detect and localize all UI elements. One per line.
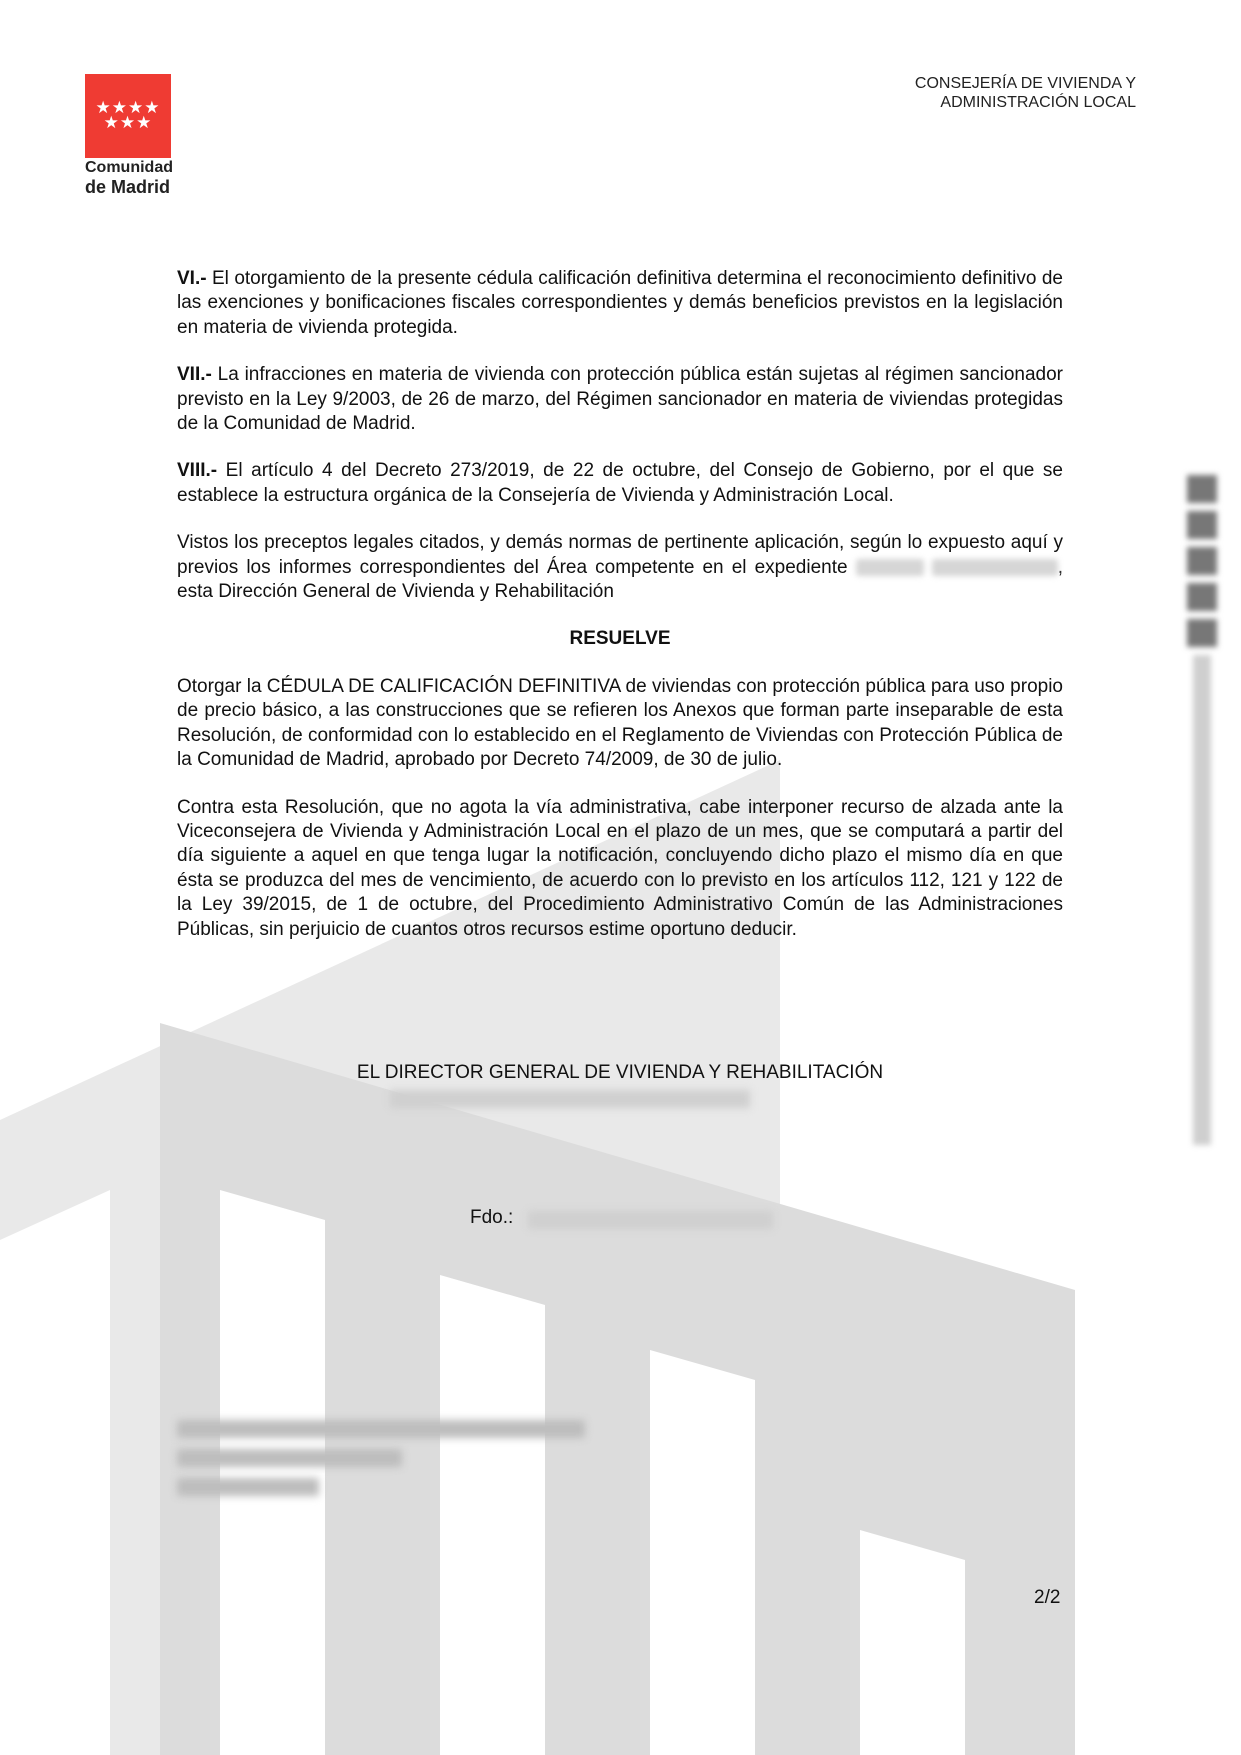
redacted-signer-name: [528, 1211, 773, 1229]
logo-text-line1: Comunidad: [85, 159, 173, 176]
logo-wordmark: [85, 158, 173, 198]
redacted-expediente-part1: [856, 559, 924, 576]
comunidad-de-madrid-logo: [85, 74, 171, 158]
resuelve-heading: RESUELVE: [569, 628, 671, 650]
page-number: 2/2: [1034, 1587, 1061, 1608]
department-header: [915, 74, 1136, 112]
paragraph-viii-label: VIII.-: [177, 460, 218, 482]
paragraph-viii-text: El artículo 4 del Decreto 273/2019, de 22 de octubre, del Consejo de Gobierno, por el que se establece la estructura orgánica de la Consejería de Vivienda y Administración Local.: [177, 460, 1063, 506]
logo-text-line2: de Madrid: [85, 177, 171, 197]
paragraph-otorgar: Otorgar la CÉDULA DE CALIFICACIÓN DEFINITIVA de viviendas con protección pública para uso propio de precio básico, a las construcciones que se refieren los Anexos que forman parte inseparable de esta Resolución, de conformidad con lo establecido en el Reglamento de Viviendas con Protección Pública de la Comunidad de Madrid, aprobado por Decreto 74/2009, de 30 de julio.: [177, 675, 1063, 771]
signature-title: EL DIRECTOR GENERAL DE VIVIENDA Y REHABILITACIÓN: [356, 1062, 884, 1083]
redacted-address-block: [177, 1420, 585, 1507]
logo-stars-icon: ★★★★ ★★★: [95, 98, 161, 132]
vistos-text-b: , esta Dirección General de Vivienda y Rehabilitación: [177, 556, 1064, 603]
paragraph-viii: [177, 459, 1063, 508]
paragraph-vi-text: El otorgamiento de la presente cédula calificación definitiva determina el reconocimiento definitivo de las exenciones y bonificaciones fiscales correspondientes y demás beneficios previstos en la legislación en materia de vivienda protegida.: [177, 268, 1063, 338]
paragraph-vii-text: La infracciones en materia de vivienda con protección pública están sujetas al régimen sancionador previsto en la Ley 9/2003, de 26 de marzo, del Régimen sancionador en materia de viviendas protegidas de la Comunidad de Madrid.: [177, 364, 1063, 435]
paragraph-vii-label: VII.-: [177, 364, 212, 386]
department-line1: CONSEJERÍA DE VIVIENDA Y: [914, 75, 1136, 92]
vistos-text-a: Vistos los preceptos legales citados, y demás normas de pertinente aplicación, según lo expuesto aquí y previos los informes correspondientes del Área competente en el expediente: [177, 532, 1063, 578]
paragraph-recurso: Contra esta Resolución, que no agota la vía administrativa, cabe interponer recurso de alzada ante la Viceconsejera de Vivienda y Administración Local en el plazo de un mes, que se computará a partir del día siguiente a aquel en que tenga lugar la notificación, concluyendo dicho plazo el mismo día en que ésta se produzca del mes de vencimiento, de acuerdo con lo previsto en los artículos 112, 121 y 122 de la Ley 39/2015, de 1 de octubre, del Procedimiento Administrativo Común de las Administraciones Públicas, sin perjuicio de cuantos otros recursos estime oportuno deducir.: [177, 796, 1063, 940]
redacted-signature-line: [390, 1090, 750, 1108]
paragraph-vi-label: VI.-: [177, 268, 207, 289]
side-verification-strip: [1187, 475, 1217, 1175]
redacted-expediente-part2: [932, 559, 1058, 576]
paragraph-vi: [177, 267, 1063, 340]
paragraph-vii: [177, 363, 1063, 436]
document-body: [177, 267, 1063, 942]
fdo-label: Fdo.:: [470, 1207, 514, 1228]
department-line2: ADMINISTRACIÓN LOCAL: [940, 94, 1136, 111]
paragraph-vistos: [177, 531, 1063, 604]
